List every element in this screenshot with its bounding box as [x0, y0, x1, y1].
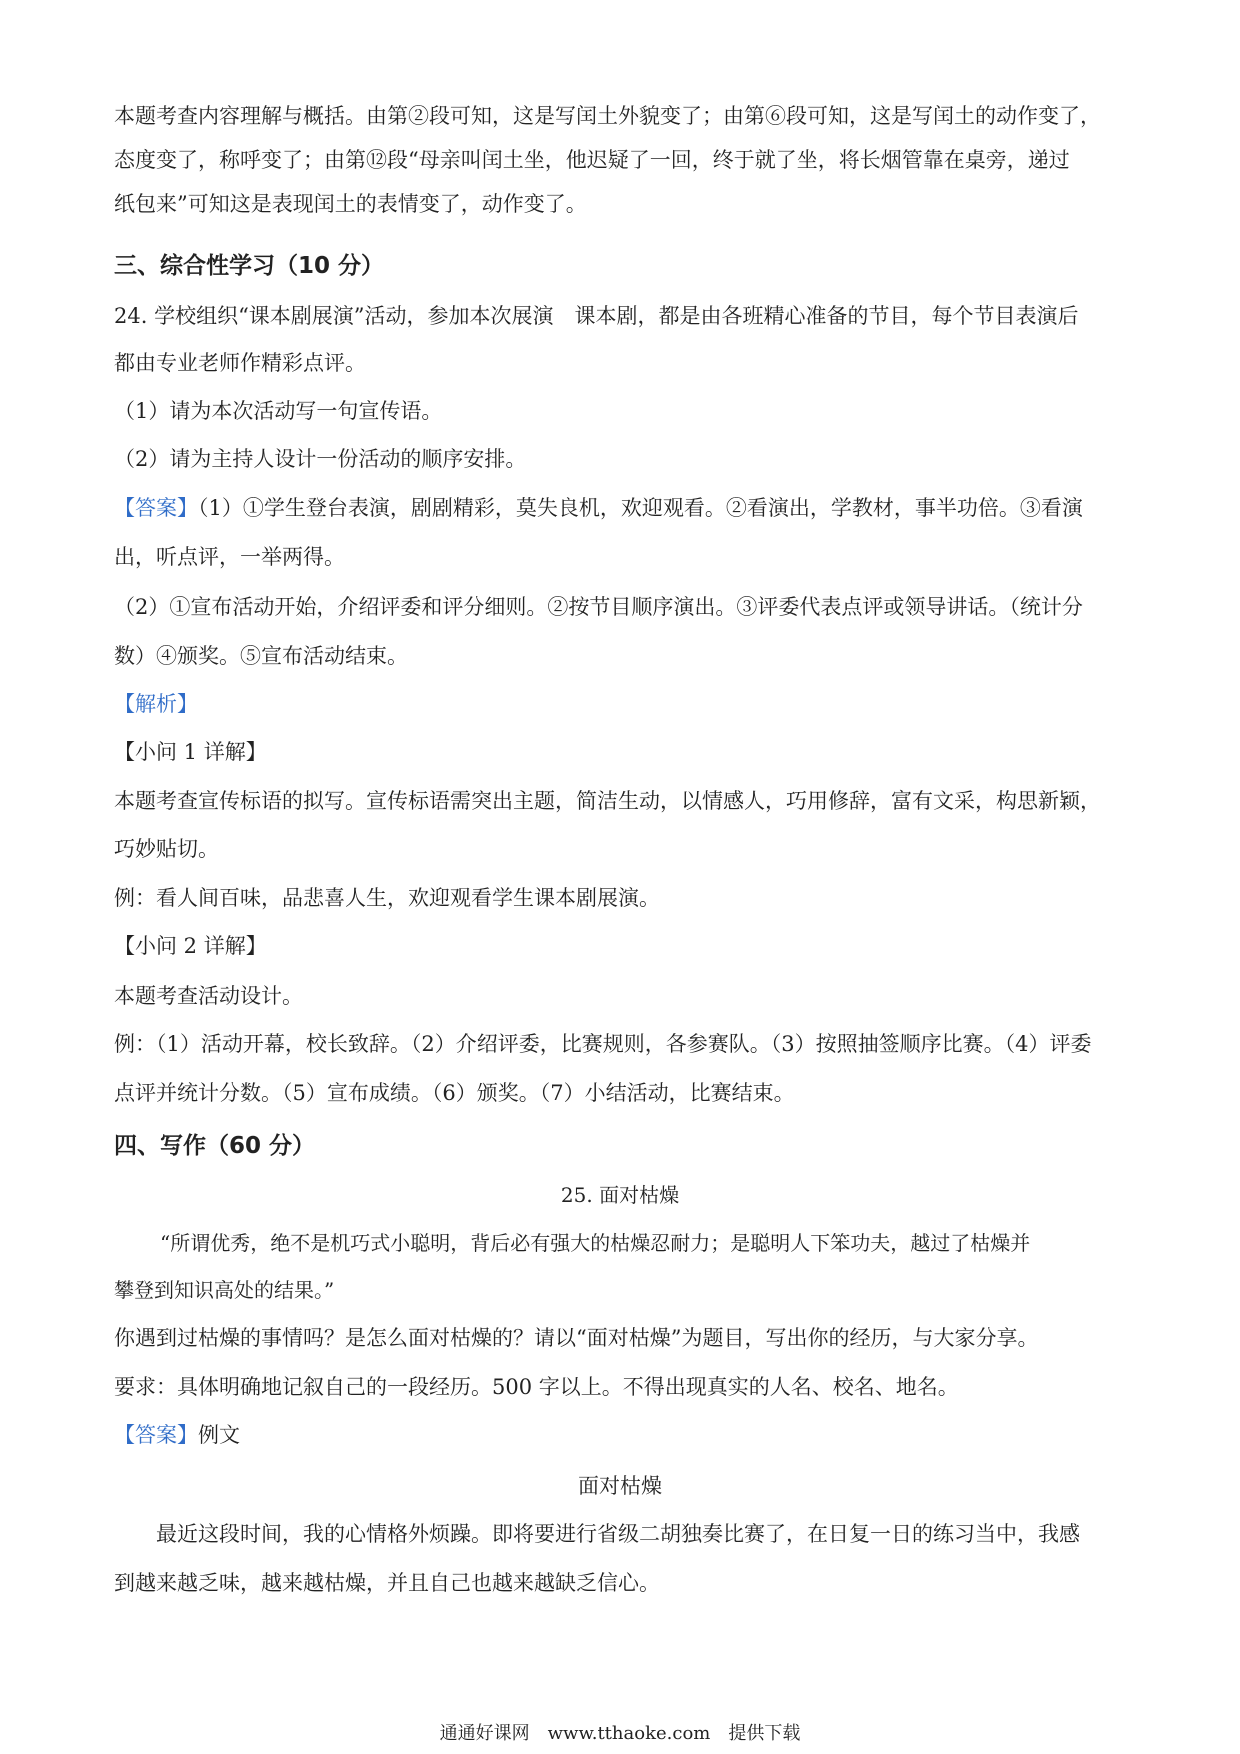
question-line: 你遇到过枯燥的事情吗？是怎么面对枯燥的？请以“面对枯燥”为题目，写出你的经历，与大家分享。	[114, 1326, 1039, 1350]
section-heading: 三、综合性学习（10 分）	[114, 253, 385, 279]
page-footer: 通通好课网 www.tthaoke.com 提供下载	[439, 1723, 801, 1744]
question-item: （1）请为本次活动写一句宣传语。	[114, 399, 443, 423]
answer-line: 数）④颁奖。⑤宣布活动结束。	[114, 644, 408, 668]
paragraph-line: 纸包来”可知这是表现闰土的表情变了，动作变了。	[114, 192, 587, 216]
answer-line: 出，听点评，一举两得。	[114, 545, 345, 569]
paragraph-line: 巧妙贴切。	[114, 837, 219, 861]
answer-line	[114, 495, 1134, 522]
paragraph-line: 态度变了，称呼变了；由第⑫段“母亲叫闰土坐，他迟疑了一回，终于就了坐，将长烟管靠在桌旁，递过	[114, 148, 1070, 172]
paragraph-line: 本题考查宣传标语的拟写。宣传标语需突出主题，简洁生动，以情感人，巧用修辞，富有文采，构思新颖，	[114, 789, 1101, 813]
answer-label: 【答案】	[114, 496, 198, 520]
question-item: （2）请为主持人设计一份活动的顺序安排。	[114, 447, 527, 471]
paragraph-line: 本题考查内容理解与概括。由第②段可知，这是写闰土外貌变了；由第⑥段可知，这是写闰土的动作变了，	[114, 104, 1101, 128]
section-heading: 四、写作（60 分）	[114, 1133, 316, 1159]
quote-line: “所谓优秀，绝不是机巧式小聪明，背后必有强大的枯燥忍耐力；是聪明人下笨功夫，越过了枯燥并	[160, 1231, 1031, 1255]
answer-line: （2）①宣布活动开始，介绍评委和评分细则。②按节目顺序演出。③评委代表点评或领导讲话。（统计分	[114, 595, 1083, 619]
answer-text: 例文	[198, 1423, 240, 1447]
subquestion-label: 【小问 2 详解】	[114, 934, 267, 958]
paragraph-line: 例：看人间百味，品悲喜人生，欢迎观看学生课本剧展演。	[114, 886, 660, 910]
question-line: 24. 学校组织“课本剧展演”活动，参加本次展演 课本剧，都是由各班精心准备的节目，每个节目表演后	[114, 304, 1079, 328]
question-line: 都由专业老师作精彩点评。	[114, 351, 366, 375]
essay-line: 到越来越乏味，越来越枯燥，并且自己也越来越缺乏信心。	[114, 1571, 660, 1595]
answer-label: 【答案】	[114, 1423, 198, 1447]
analysis-label: 【解析】	[114, 692, 198, 716]
essay-line: 最近这段时间，我的心情格外烦躁。即将要进行省级二胡独奏比赛了，在日复一日的练习当中，我感	[156, 1522, 1080, 1546]
quote-line: 攀登到知识高处的结果。”	[114, 1278, 335, 1302]
paragraph-line: 点评并统计分数。（5）宣布成绩。（6）颁奖。（7）小结活动，比赛结束。	[114, 1081, 795, 1105]
paragraph-line: 本题考查活动设计。	[114, 984, 303, 1008]
paragraph-line: 例：（1）活动开幕，校长致辞。（2）介绍评委，比赛规则，各参赛队。（3）按照抽签顺序比赛。（4）评委	[114, 1032, 1092, 1056]
answer-text: （1）①学生登台表演，剧剧精彩，莫失良机，欢迎观看。②看演出，学教材，事半功倍。③看演	[198, 496, 1083, 520]
essay-title: 面对枯燥	[578, 1474, 662, 1498]
requirement-line: 要求：具体明确地记叙自己的一段经历。500 字以上。不得出现真实的人名、校名、地名。	[114, 1375, 959, 1399]
subquestion-label: 【小问 1 详解】	[114, 740, 267, 764]
answer-line	[114, 1422, 1134, 1449]
question-title: 25. 面对枯燥	[560, 1183, 680, 1207]
